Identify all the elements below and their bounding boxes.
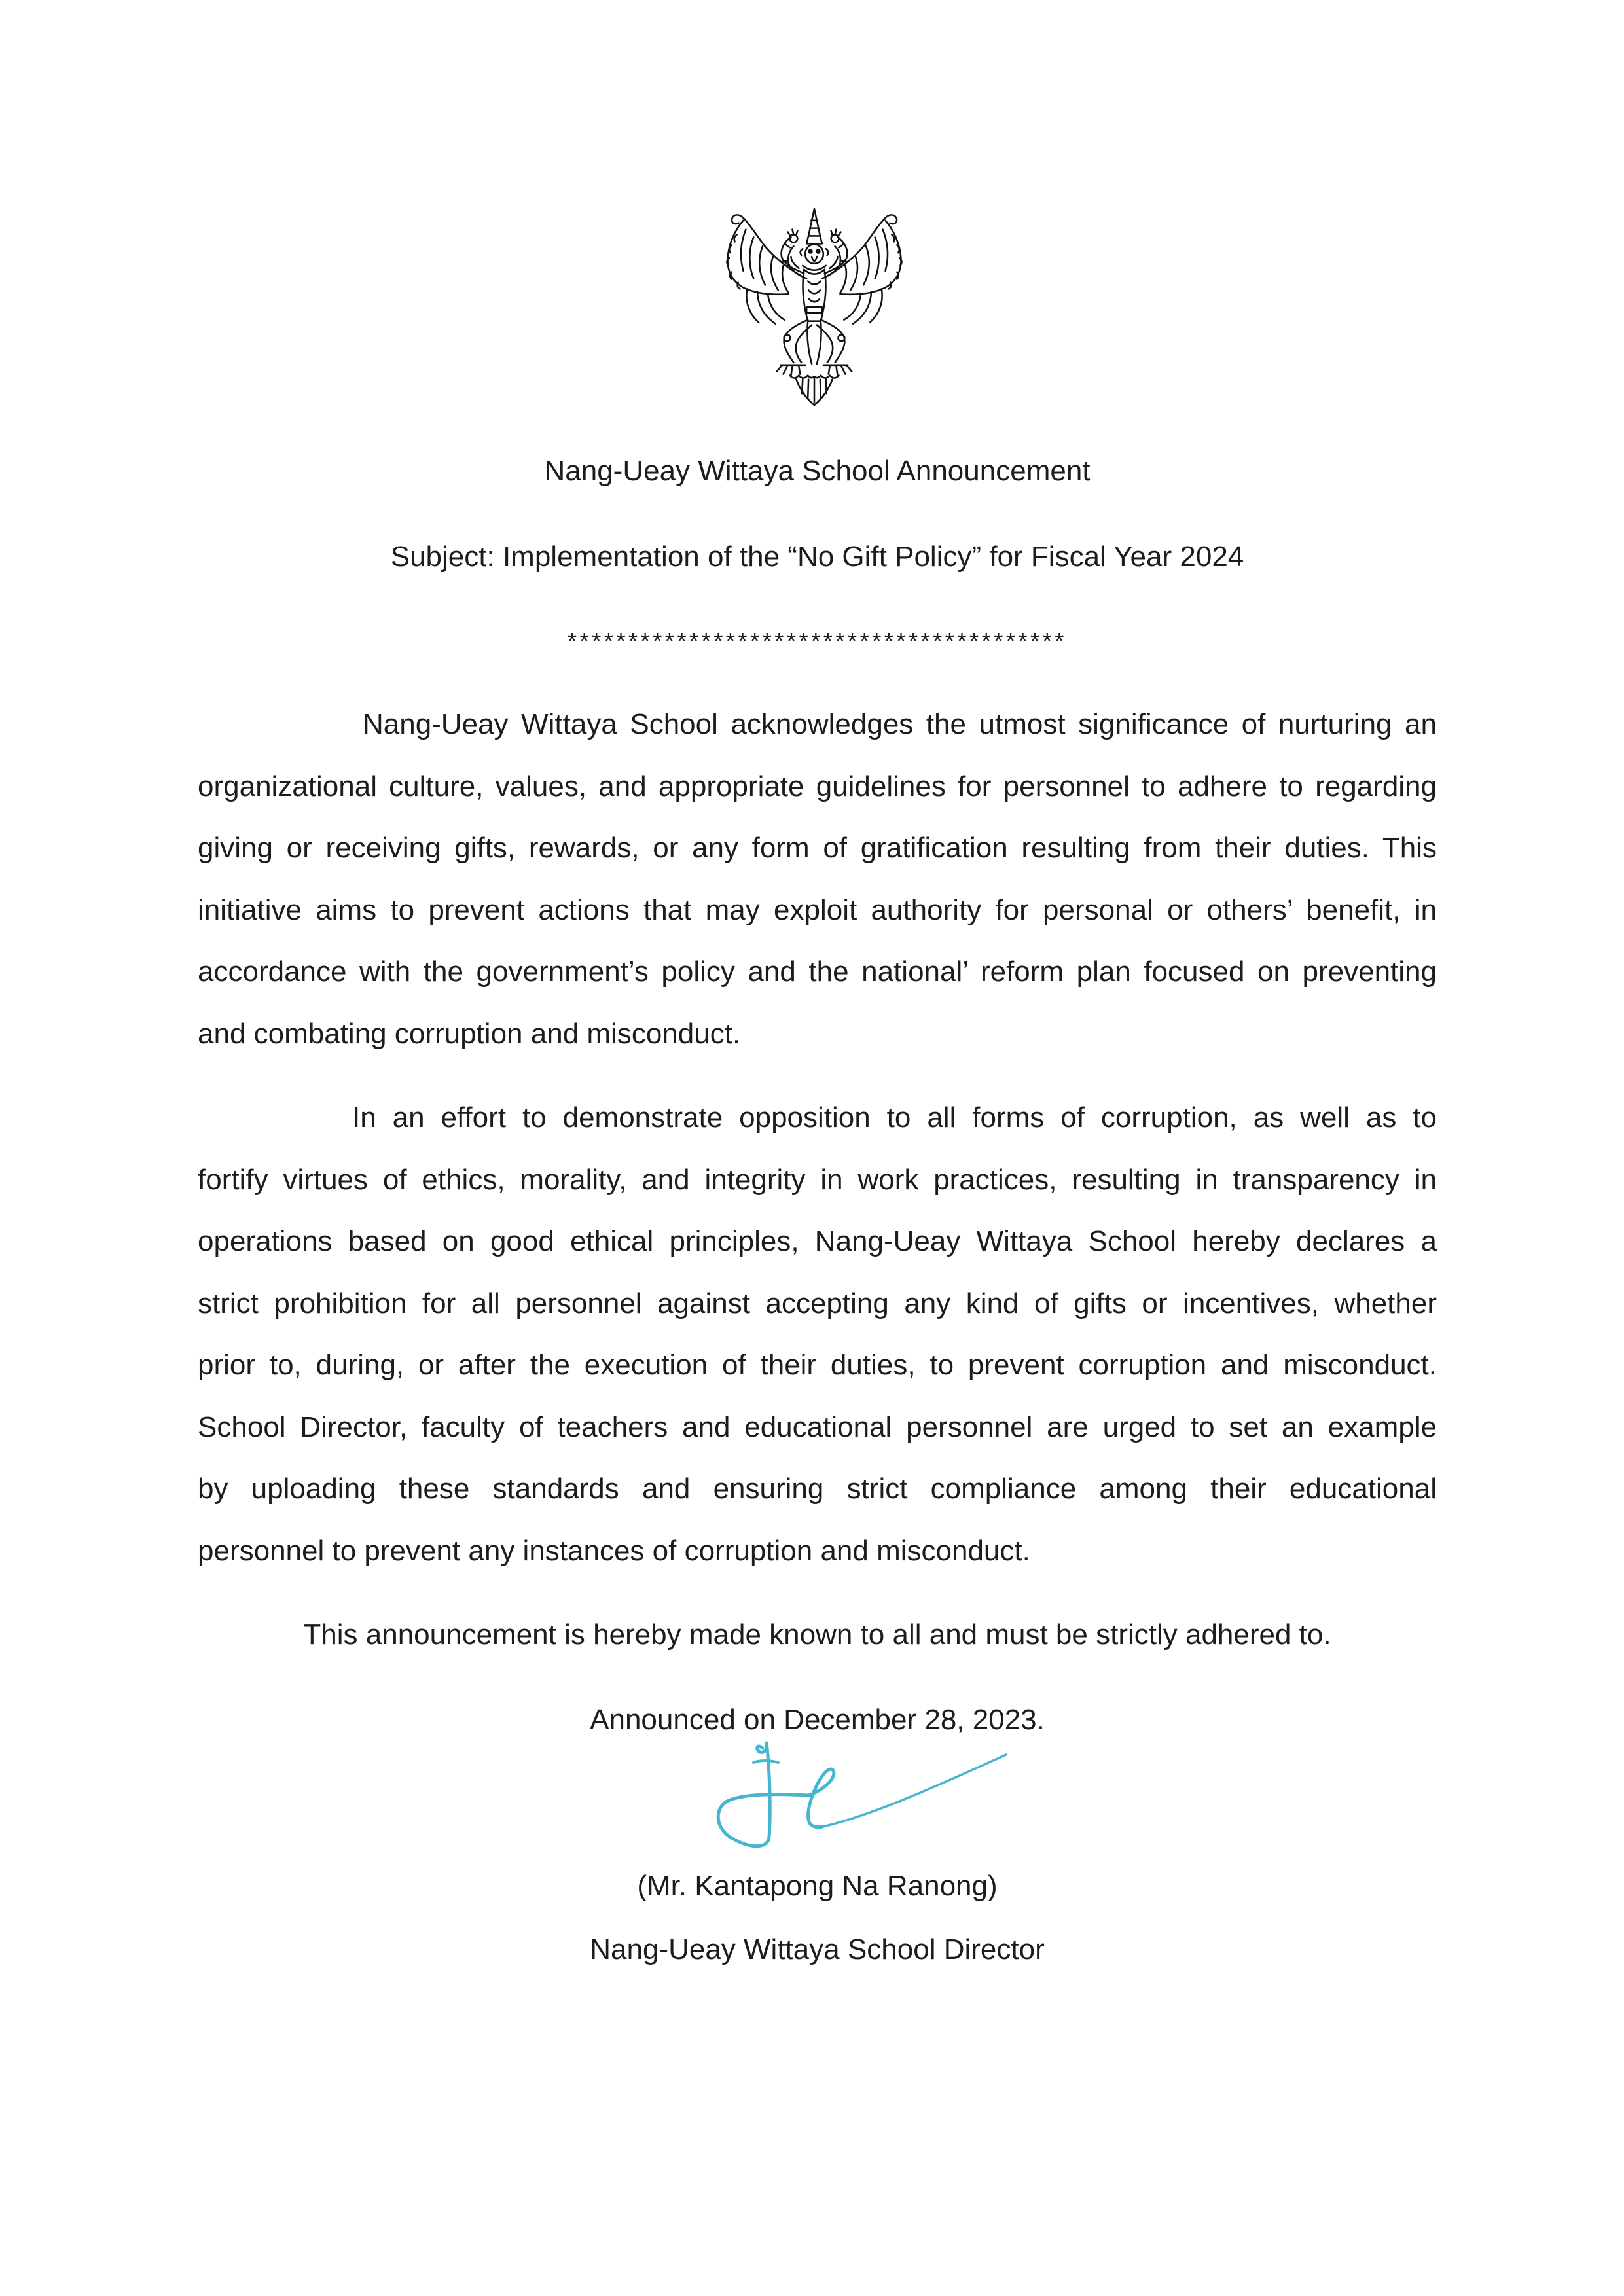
body-paragraph-2 (198, 1087, 1437, 1582)
closing-statement: This announcement is hereby made known to all and must be strictly adhered to. (303, 1619, 1331, 1651)
paragraph-line: fortify virtues of ethics, morality, and integrity in work practices, resulting in transparency in (198, 1163, 1437, 1196)
body-paragraph-1 (198, 694, 1437, 1065)
paragraph-line: operations based on good ethical principles, Nang-Ueay Wittaya School hereby declares a (198, 1225, 1437, 1257)
paragraph-line: giving or receiving gifts, rewards, or any form of gratification resulting from their duties. This (198, 832, 1437, 864)
asterisk-separator: ***************************************** (568, 628, 1067, 655)
paragraph-line: personnel to prevent any instances of corruption and misconduct. (198, 1534, 1030, 1567)
garuda-emblem (717, 205, 911, 409)
paragraph-line: Nang-Ueay Wittaya School acknowledges the utmost significance of nurturing an (363, 708, 1437, 740)
signer-name: (Mr. Kantapong Na Ranong) (637, 1870, 998, 1902)
paragraph-line: strict prohibition for all personnel against accepting any kind of gifts or incentives, whether (198, 1287, 1437, 1319)
paragraph-line: School Director, faculty of teachers and educational personnel are urged to set an example (198, 1410, 1437, 1443)
paragraph-line: prior to, during, or after the execution of their duties, to prevent corruption and misconduct. (198, 1349, 1437, 1381)
paragraph-line: accordance with the government’s policy and the national’ reform plan focused on preventing (198, 956, 1437, 988)
paragraph-line: by uploading these standards and ensuring strict compliance among their educational (198, 1473, 1437, 1505)
paragraph-line: and combating corruption and misconduct. (198, 1017, 741, 1050)
paragraph-line: initiative aims to prevent actions that may exploit authority for personal or others’ benefit, in (198, 893, 1437, 926)
signer-title: Nang-Ueay Wittaya School Director (590, 1933, 1045, 1965)
paragraph-line: In an effort to demonstrate opposition to all forms of corruption, as well as to (352, 1102, 1437, 1134)
paragraph-line: organizational culture, values, and appropriate guidelines for personnel to adhere to regarding (198, 770, 1437, 802)
announcement-subject: Subject: Implementation of the “No Gift Policy” for Fiscal Year 2024 (390, 541, 1244, 573)
announcement-date: Announced on December 28, 2023. (590, 1704, 1045, 1736)
announcement-title: Nang-Ueay Wittaya School Announcement (544, 455, 1091, 487)
handwritten-signature (710, 1738, 1018, 1859)
